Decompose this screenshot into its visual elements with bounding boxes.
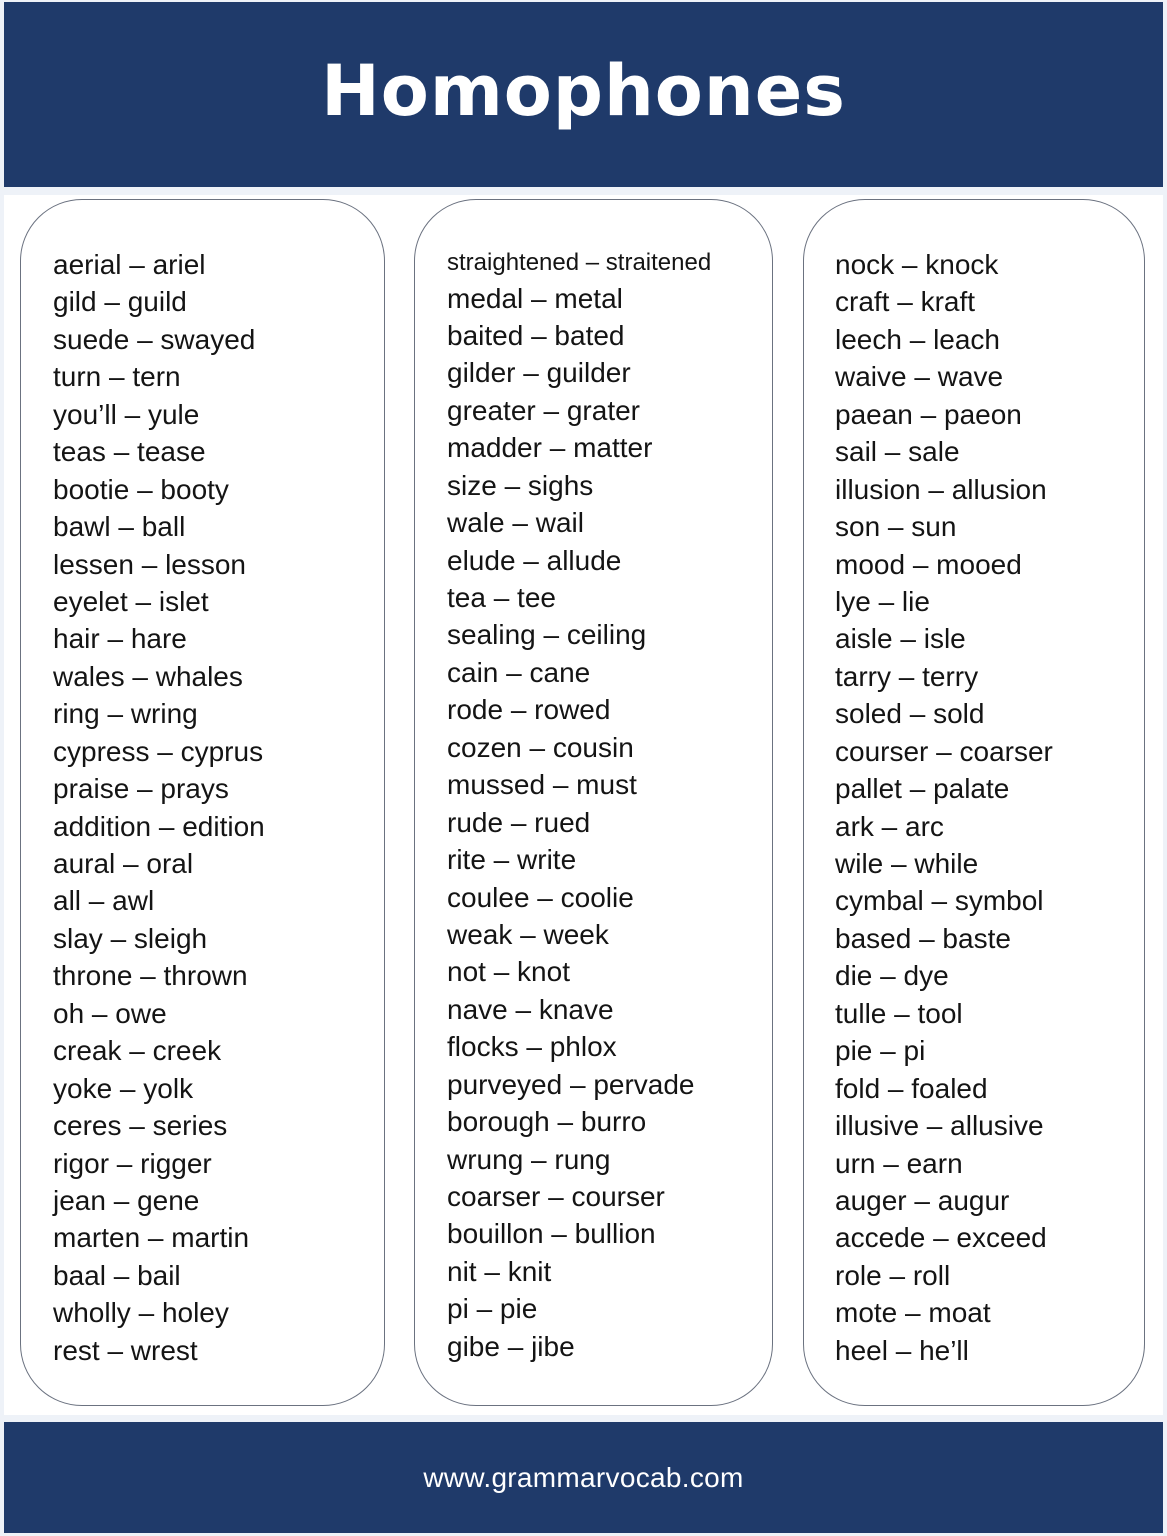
homophone-pair: son – sun bbox=[835, 511, 957, 543]
homophone-pair: all – awl bbox=[53, 885, 155, 917]
homophone-pair: die – dye bbox=[835, 960, 949, 992]
homophone-list-3 bbox=[835, 246, 1134, 1369]
homophone-pair: fold – foaled bbox=[835, 1072, 988, 1104]
homophone-pair: role – roll bbox=[835, 1259, 951, 1291]
homophone-pair: elude – allude bbox=[447, 544, 622, 576]
homophone-pair: rest – wrest bbox=[53, 1334, 198, 1366]
homophone-pair: straightened – straitened bbox=[447, 249, 712, 276]
website-url: www.grammarvocab.com bbox=[423, 1461, 744, 1493]
homophone-pair: wholly – holey bbox=[53, 1297, 229, 1329]
content-area bbox=[4, 195, 1163, 1415]
homophone-list-2 bbox=[447, 246, 762, 1365]
word-column-3 bbox=[803, 199, 1145, 1406]
homophone-pair: baited – bated bbox=[447, 319, 625, 351]
homophone-pair: purveyed – pervade bbox=[447, 1068, 695, 1100]
homophone-pair: yoke – yolk bbox=[53, 1072, 194, 1104]
homophone-pair: bawl – ball bbox=[53, 511, 186, 543]
homophone-pair: madder – matter bbox=[447, 432, 653, 464]
homophone-pair: jean – gene bbox=[53, 1184, 200, 1216]
homophone-pair: heel – he’ll bbox=[835, 1334, 969, 1366]
homophone-pair: tulle – tool bbox=[835, 997, 963, 1029]
homophone-pair: size – sighs bbox=[447, 469, 594, 501]
homophone-pair: weak – week bbox=[447, 918, 609, 950]
homophone-pair: creak – creek bbox=[53, 1035, 222, 1067]
homophone-pair: mote – moat bbox=[835, 1297, 991, 1329]
homophone-pair: slay – sleigh bbox=[53, 922, 208, 954]
homophone-pair: nave – knave bbox=[447, 993, 614, 1025]
homophone-pair: pallet – palate bbox=[835, 773, 1010, 805]
homophone-pair: aisle – isle bbox=[835, 623, 966, 655]
homophone-pair: eyelet – islet bbox=[53, 585, 209, 617]
homophone-pair: cypress – cyprus bbox=[53, 735, 264, 767]
homophone-pair: addition – edition bbox=[53, 810, 265, 842]
homophone-pair: ark – arc bbox=[835, 810, 944, 842]
homophone-pair: waive – wave bbox=[835, 361, 1004, 393]
homophone-pair: praise – prays bbox=[53, 773, 229, 805]
header-banner bbox=[4, 2, 1163, 187]
homophone-pair: lye – lie bbox=[835, 585, 930, 617]
homophone-pair: sail – sale bbox=[835, 436, 960, 468]
homophone-pair: sealing – ceiling bbox=[447, 619, 647, 651]
homophone-pair: illusive – allusive bbox=[835, 1110, 1044, 1142]
homophone-pair: mussed – must bbox=[447, 769, 637, 801]
homophone-pair: rite – write bbox=[447, 844, 577, 876]
homophone-pair: not – knot bbox=[447, 956, 570, 988]
word-column-1 bbox=[20, 199, 385, 1406]
homophone-pair: craft – kraft bbox=[835, 286, 976, 318]
homophone-pair: tea – tee bbox=[447, 582, 556, 613]
homophone-pair: aerial – ariel bbox=[53, 249, 206, 280]
homophone-pair: cozen – cousin bbox=[447, 731, 634, 763]
homophone-pair: ring – wring bbox=[53, 698, 198, 730]
page-title: Homophones bbox=[321, 49, 846, 132]
homophone-pair: lessen – lesson bbox=[53, 548, 247, 580]
homophone-pair: flocks – phlox bbox=[447, 1031, 617, 1063]
homophone-pair: wile – while bbox=[835, 848, 979, 879]
homophone-pair: hair – hare bbox=[53, 623, 187, 655]
homophone-pair: medal – metal bbox=[447, 282, 623, 314]
homophone-pair: based – baste bbox=[835, 922, 1011, 954]
homophone-pair: pi – pie bbox=[447, 1293, 538, 1325]
homophone-pair: borough – burro bbox=[447, 1106, 647, 1138]
homophone-pair: tarry – terry bbox=[835, 660, 979, 692]
homophone-pair: pie – pi bbox=[835, 1035, 926, 1067]
homophone-pair: accede – exceed bbox=[835, 1222, 1047, 1254]
homophone-pair: urn – earn bbox=[835, 1147, 963, 1179]
homophone-pair: wale – wail bbox=[447, 507, 584, 539]
homophone-pair: soled – sold bbox=[835, 698, 985, 730]
homophone-pair: nit – knit bbox=[447, 1255, 552, 1287]
homophone-pair: rode – rowed bbox=[447, 694, 611, 726]
homophone-pair: baal – bail bbox=[53, 1259, 181, 1291]
homophone-pair: cain – cane bbox=[447, 656, 591, 688]
homophone-pair: rigor – rigger bbox=[53, 1147, 212, 1179]
homophone-pair: gibe – jibe bbox=[447, 1330, 575, 1362]
homophone-pair: rude – rued bbox=[447, 806, 591, 838]
homophone-pair: gilder – guilder bbox=[447, 357, 631, 389]
homophone-pair: paean – paeon bbox=[835, 398, 1022, 430]
homophone-pair: marten – martin bbox=[53, 1222, 250, 1254]
homophone-pair: wales – whales bbox=[53, 660, 243, 692]
word-column-2 bbox=[414, 199, 773, 1406]
homophone-pair: coulee – coolie bbox=[447, 881, 634, 913]
homophone-pair: oh – owe bbox=[53, 997, 167, 1029]
homophone-pair: cymbal – symbol bbox=[835, 885, 1044, 917]
homophone-pair: ceres – series bbox=[53, 1110, 228, 1142]
homophone-pair: leech – leach bbox=[835, 323, 1001, 355]
homophone-pair: teas – tease bbox=[53, 436, 206, 468]
homophone-pair: suede – swayed bbox=[53, 323, 256, 355]
homophone-pair: bootie – booty bbox=[53, 473, 229, 505]
homophone-pair: throne – thrown bbox=[53, 960, 248, 992]
homophone-pair: illusion – allusion bbox=[835, 473, 1047, 505]
homophone-pair: gild – guild bbox=[53, 286, 187, 318]
homophone-pair: bouillon – bullion bbox=[447, 1218, 656, 1250]
homophone-pair: auger – augur bbox=[835, 1184, 1010, 1216]
homophone-pair: aural – oral bbox=[53, 848, 194, 879]
homophone-list-1 bbox=[53, 246, 374, 1369]
homophone-pair: greater – grater bbox=[447, 394, 640, 426]
homophone-pair: coarser – courser bbox=[447, 1181, 665, 1212]
homophone-pair: turn – tern bbox=[53, 361, 181, 393]
homophone-pair: courser – coarser bbox=[835, 735, 1053, 767]
footer-banner bbox=[4, 1422, 1163, 1533]
homophone-pair: wrung – rung bbox=[447, 1143, 611, 1175]
homophone-pair: nock – knock bbox=[835, 249, 999, 280]
homophone-pair: you’ll – yule bbox=[53, 398, 200, 430]
homophone-pair: mood – mooed bbox=[835, 548, 1022, 580]
